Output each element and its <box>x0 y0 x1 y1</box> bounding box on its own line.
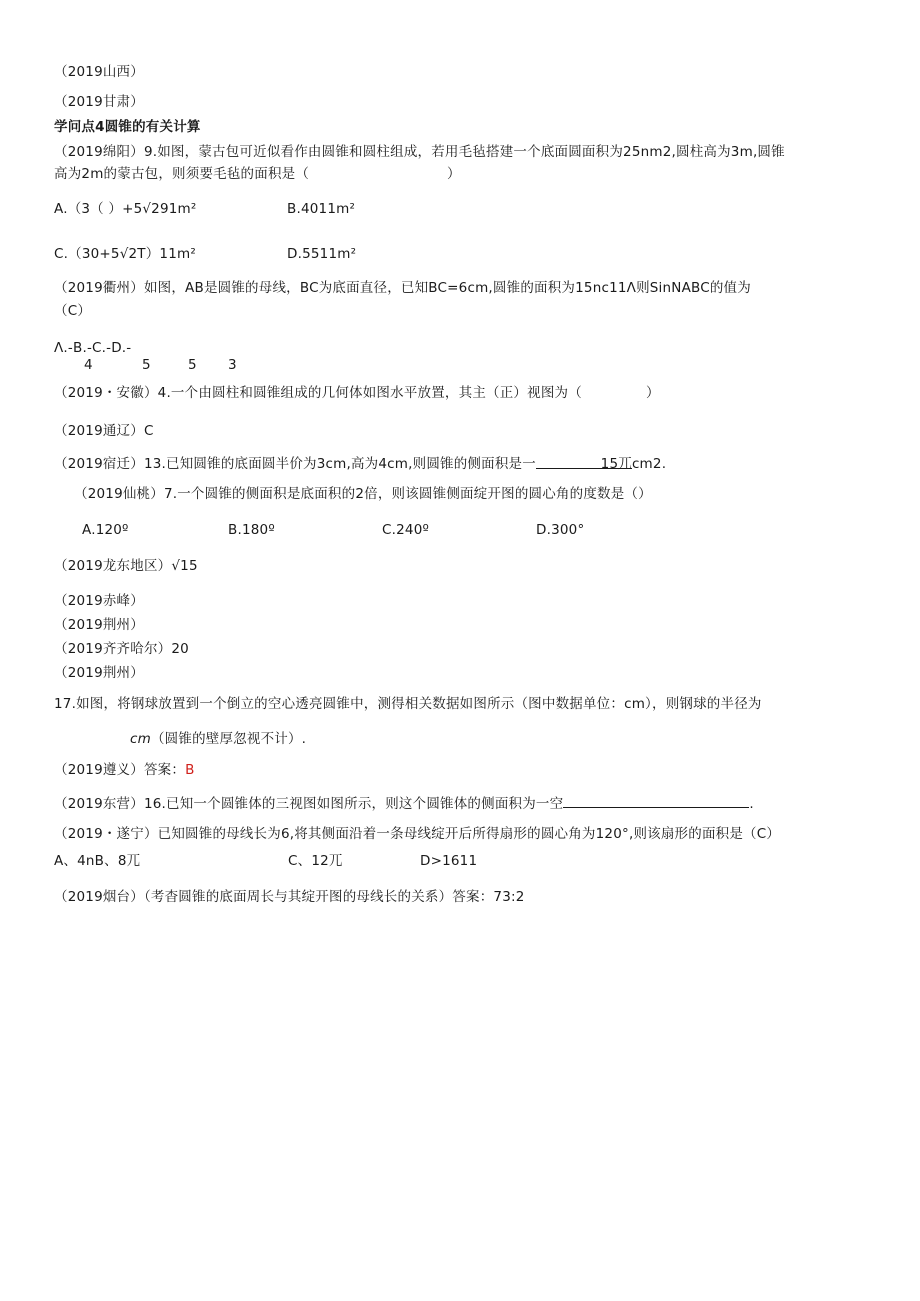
section-heading: 学问点4圆锥的有关计算 <box>54 119 201 135</box>
answer-blank: 15兀 <box>536 456 632 469</box>
denominator-b: 5 <box>142 357 151 373</box>
question-yantai: （2019烟台）（考杳圆锥的底面周长与其绽开图的母线长的关系）答案：73:2 <box>54 889 525 905</box>
source-2019-chifeng: （2019赤峰） <box>54 593 144 609</box>
question-zunyi <box>54 762 195 778</box>
question-text: （2019・安徽）4.一个由圆柱和圆锥组成的几何体如图水平放置，其主（正）视图为（ <box>54 385 582 401</box>
source-2019-jingzhou: （2019荆州） <box>54 617 144 633</box>
source-2019-jingzhou-2: （2019荆州） <box>54 665 144 681</box>
question-17-line1: 17.如图，将钢球放置到一个倒立的空心透亮圆锥中，测得相关数据如图所示（图中数据单位：cm），则钢球的半径为 <box>54 696 762 712</box>
question-text: （2019遵义）答案： <box>54 762 186 778</box>
source-2019-shanxi: （2019山西） <box>54 64 144 80</box>
question-suqian <box>54 456 666 472</box>
source-2019-longdong: （2019龙东地区）√15 <box>54 558 198 574</box>
denominator-d: 3 <box>228 357 237 373</box>
question-text: （圆锥的壁厚忽视不计）. <box>150 731 307 747</box>
period: . <box>749 796 754 812</box>
question-paren-close: ） <box>447 166 461 182</box>
option-b: B.180º <box>228 522 275 538</box>
question-quzhou-line1: （2019衢州）如图，AB是圆锥的母线，BC为底面直径，已知BC=6cm,圆锥的面积为15nc11Λ则SinNABC的值为 <box>54 280 751 296</box>
question-text: （2019东营）16.已知一个圆锥体的三视图如图所示，则这个圆锥体的侧面积为一空 <box>54 796 564 812</box>
question-text: 高为2m的蒙古包，则须要毛毡的面积是（ <box>54 166 310 182</box>
denominator-c: 5 <box>188 357 197 373</box>
question-text: （2019宿迁）13.已知圆锥的底面圆半价为3cm,高为4cm,则圆锥的侧面积是一 <box>54 456 536 472</box>
option-d: D>1611 <box>420 853 478 869</box>
question-dongying <box>54 795 754 812</box>
question-17-line2 <box>130 731 306 747</box>
question-xiantao: （2019仙桃）7.一个圆锥的侧面积是底面积的2倍，则该圆锥侧面绽开图的圆心角的度数是（） <box>74 486 652 502</box>
answer-blank <box>563 795 749 808</box>
source-2019-qiqihar: （2019齐齐哈尔）20 <box>54 641 189 657</box>
option-c: C、12兀 <box>288 853 343 869</box>
question-anhui <box>54 385 660 401</box>
option-a: A.（3（ ）+5√291m² <box>54 201 197 217</box>
source-2019-tongliao: （2019通辽）C <box>54 423 154 439</box>
options-fraction-row: Λ.-B.-C.-D.- <box>54 340 132 356</box>
option-c: C.240º <box>382 522 430 538</box>
source-2019-gansu: （2019甘肃） <box>54 94 144 110</box>
answer-text: B <box>185 762 195 778</box>
option-a: A.120º <box>82 522 129 538</box>
denominator-a: 4 <box>84 357 93 373</box>
unit-cm: cm <box>130 731 151 747</box>
question-mianyang-line2 <box>54 166 461 182</box>
question-quzhou-answer: （C） <box>54 303 92 319</box>
option-b: B.4011m² <box>287 201 356 217</box>
question-mianyang-line1: （2019绵阳）9.如图，蒙古包可近似看作由圆锥和圆柱组成，若用毛毡搭建一个底面圆面积为25nm2,圆柱高为3m,圆锥 <box>54 144 785 160</box>
option-d: D.300° <box>536 522 585 538</box>
option-d: D.5511m² <box>287 246 357 262</box>
question-suining: （2019・遂宁）已知圆锥的母线长为6,将其侧面沿着一条母线绽开后所得扇形的圆心角为120°,则该扇形的面积是（C） <box>54 826 781 842</box>
question-paren-close: ） <box>645 385 660 401</box>
unit-text: cm2. <box>631 456 667 472</box>
option-c: C.（30+5√2T）11m² <box>54 246 196 262</box>
option-ab: A、4nB、8兀 <box>54 853 141 869</box>
